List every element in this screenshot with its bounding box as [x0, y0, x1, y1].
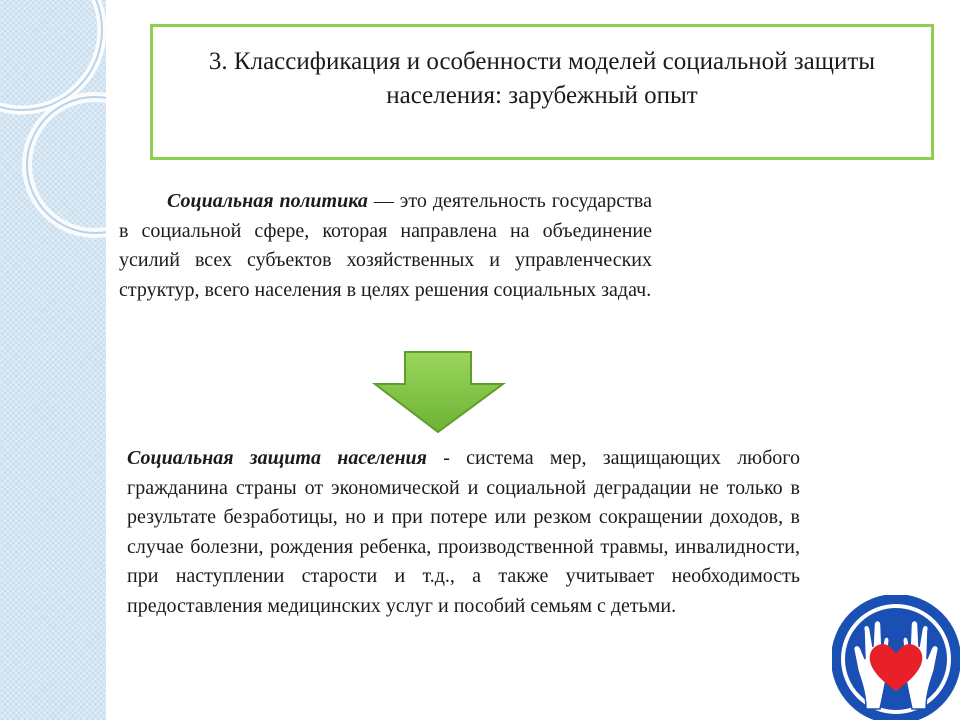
slide-title: 3. Классификация и особенности моделей социальной защиты населения: зарубежный опыт	[208, 48, 876, 109]
term-social-protection: Социальная защита населения	[127, 447, 427, 469]
definition-social-protection-text: - система мер, защищающих любого гражданина страны от экономической и социальной деградации не только в результате безработицы, но и при потере или резком сокращении доходов, в случае болезни, рождения ребенка, производственной травмы, инвалидности, при наступлении старости и т.д., а также учитывает необходимость предоставления медицинских услуг и пособий семьям с детьми.	[127, 447, 800, 617]
decorative-side-band	[0, 0, 106, 720]
title-box	[150, 24, 934, 160]
definition-social-policy	[119, 187, 652, 305]
decorative-circles	[0, 0, 106, 720]
definition-social-policy-text: — это деятельность государства в социальной сфере, которая направлена на объединение усилий всех субъектов хозяйственных и управленческих структур, всего населения в целях решения социальных задач.	[119, 190, 652, 301]
definition-social-protection	[127, 444, 800, 621]
term-social-policy: Социальная политика	[167, 190, 368, 212]
arrow-down-icon	[372, 350, 506, 434]
hands-heart-icon	[832, 595, 960, 720]
